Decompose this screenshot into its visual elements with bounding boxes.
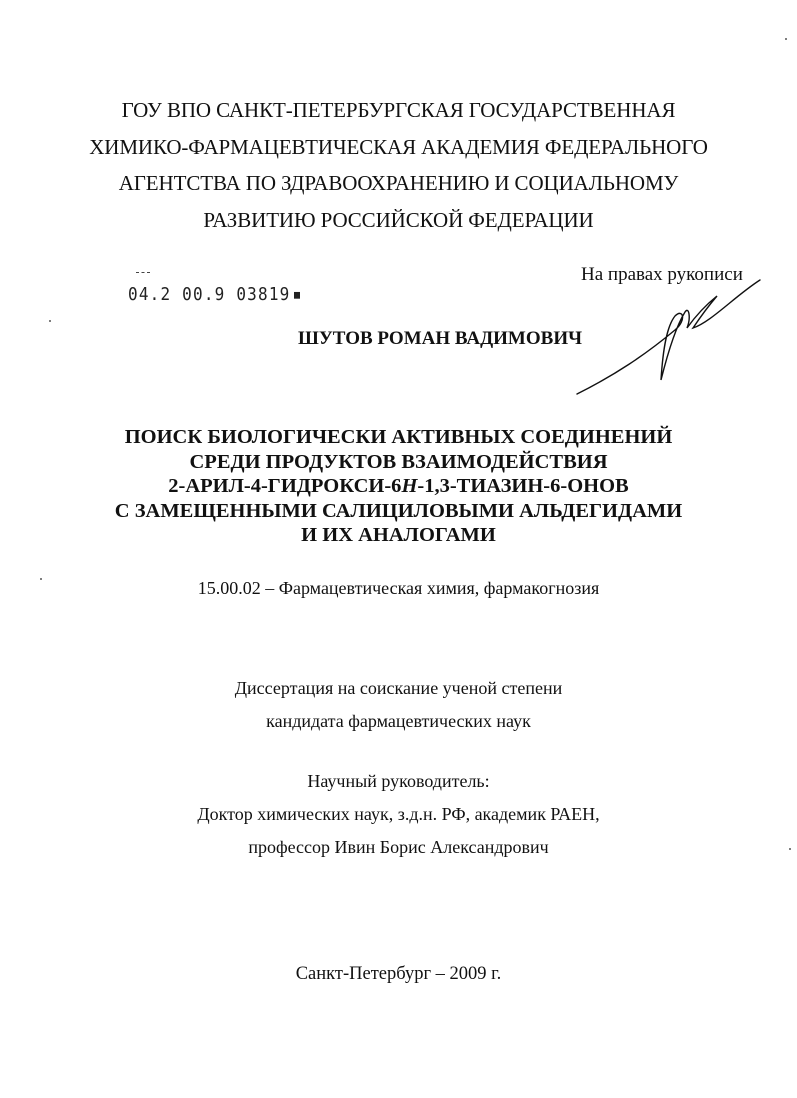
scan-speck <box>789 848 791 850</box>
institution-line: РАЗВИТИЮ РОССИЙСКОЙ ФЕДЕРАЦИИ <box>203 207 594 232</box>
institution-line: ХИМИКО-ФАРМАЦЕВТИЧЕСКАЯ АКАДЕМИЯ ФЕДЕРАЛЬНОГО <box>89 134 708 159</box>
stamp-mark <box>136 272 150 273</box>
stamp-number: 04.2 00.9 03819 <box>128 283 291 305</box>
specialty-code: 15.00.02 – Фармацевтическая химия, фармакогнозия <box>197 578 600 598</box>
library-stamp <box>128 283 300 304</box>
rights-note: На правах рукописи <box>581 264 743 285</box>
scientific-advisor <box>0 765 797 864</box>
title-line-part: -1,3-ТИАЗИН-6-ОНОВ <box>417 475 629 497</box>
title-line <box>0 474 797 499</box>
title-line-part: 2-АРИЛ-4-ГИДРОКСИ-6 <box>168 475 402 497</box>
title-line: С ЗАМЕЩЕННЫМИ САЛИЦИЛОВЫМИ АЛЬДЕГИДАМИ <box>114 499 683 522</box>
advisor-label: Научный руководитель: <box>307 771 490 791</box>
degree-line: кандидата фармацевтических наук <box>266 711 531 731</box>
title-line: И ИХ АНАЛОГАМИ <box>301 524 496 546</box>
scan-speck <box>40 578 42 580</box>
title-line: СРЕДИ ПРОДУКТОВ ВЗАИМОДЕЙСТВИЯ <box>189 450 608 473</box>
scan-speck <box>49 320 51 322</box>
author-name: ШУТОВ РОМАН ВАДИМОВИЧ <box>298 328 583 349</box>
stamp-dot-icon <box>294 291 300 298</box>
city-year: Санкт-Петербург – 2009 г. <box>295 964 502 984</box>
dissertation-title <box>0 425 797 548</box>
institution-header <box>0 92 797 238</box>
advisor-line: Доктор химических наук, з.д.н. РФ, академик РАЕН, <box>197 804 600 824</box>
institution-line: АГЕНТСТВА ПО ЗДРАВООХРАНЕНИЮ И СОЦИАЛЬНОМУ <box>118 171 679 195</box>
scan-speck <box>785 38 787 40</box>
advisor-line: профессор Ивин Борис Александрович <box>248 837 549 857</box>
signature-icon <box>575 270 765 400</box>
degree-line: Диссертация на соискание ученой степени <box>234 678 563 698</box>
title-line-italic: Н <box>401 475 418 497</box>
institution-line: ГОУ ВПО САНКТ-ПЕТЕРБУРГСКАЯ ГОСУДАРСТВЕННАЯ <box>121 98 676 122</box>
title-line: ПОИСК БИОЛОГИЧЕСКИ АКТИВНЫХ СОЕДИНЕНИЙ <box>124 426 673 448</box>
degree-statement <box>0 672 797 738</box>
